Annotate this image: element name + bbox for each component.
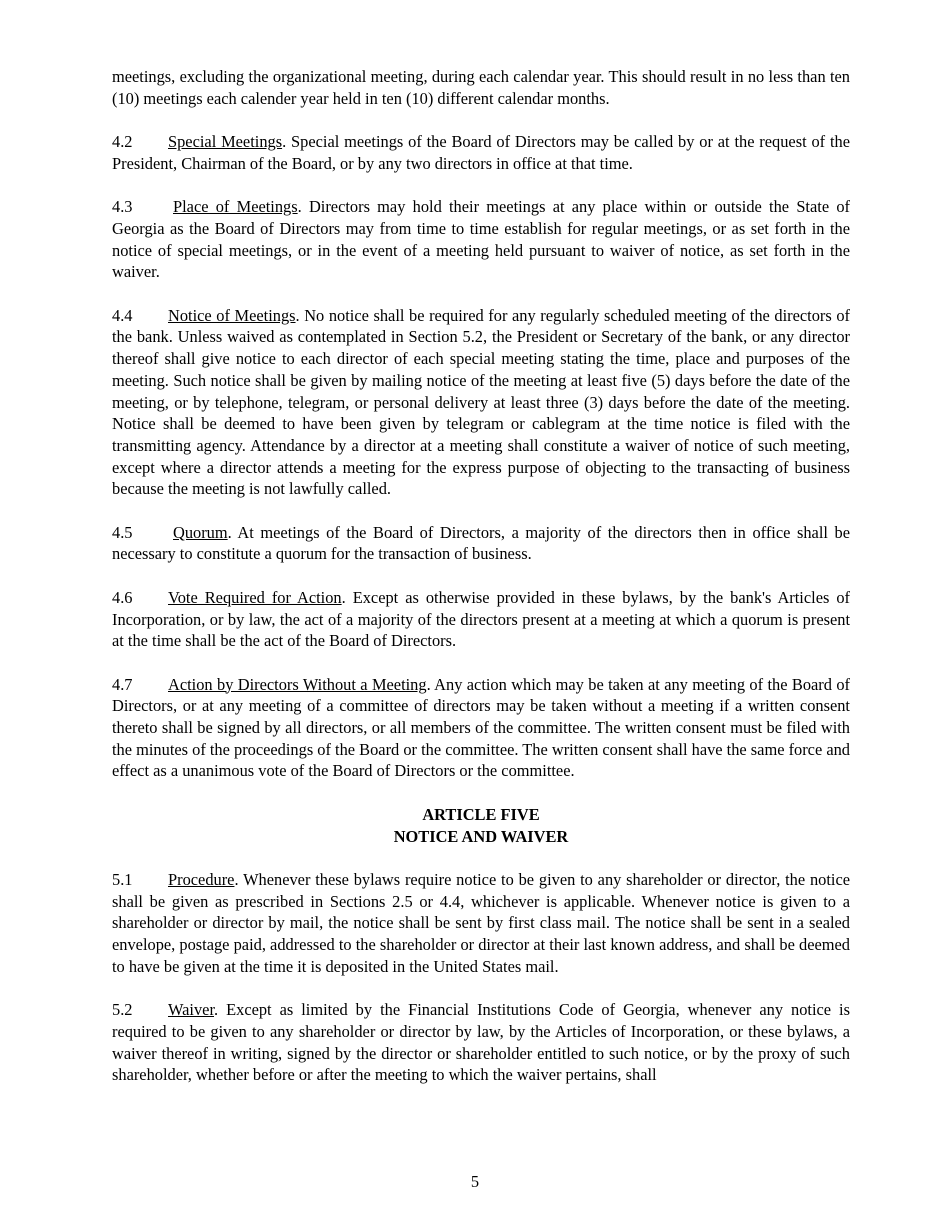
section-heading: Vote Required for Action xyxy=(168,587,342,607)
article-title: ARTICLE FIVE xyxy=(422,804,540,824)
section-text: . Except as limited by the Financial Institutions Code of Georgia, whenever any notice is required to be given to any shareholder or director by law, by the Articles of Incorporation, or these bylaws, a waiver thereof in writing, signed by the director or shareholder entitled to such notice, or by the proxy of such shareholder, whether before or after the meeting to which the waiver pertains, shall xyxy=(112,1000,850,1085)
section-heading: Place of Meetings xyxy=(173,197,298,217)
section-heading: Notice of Meetings xyxy=(168,305,296,325)
section-4-7 xyxy=(112,674,850,783)
section-text: . No notice shall be required for any regularly scheduled meeting of the directors of the bank. Unless waived as contemplated in Section 5.2, the President or Secretary of the bank, or any director thereof shall give notice to each director of each special meeting stating the time, place and purposes of the meeting. Such notice shall be given by mailing notice of the meeting at least five (5) days before the date of the meeting, or by telephone, telegram, or personal delivery at least three (3) days before the date of the meeting. Notice shall be deemed to have been given by telegram or cablegram at the time notice is filed with the transmitting agency. Attendance by a director at a meeting shall constitute a waiver of notice of such meeting, except where a director attends a meeting for the express purpose of objecting to the transacting of business because the meeting is not lawfully called. xyxy=(112,305,850,499)
section-number: 4.6 xyxy=(112,587,133,607)
section-number: 4.4 xyxy=(112,305,133,325)
article-subtitle: NOTICE AND WAIVER xyxy=(393,826,569,846)
section-4-6 xyxy=(112,587,850,652)
document-page xyxy=(112,66,850,1108)
section-number: 4.7 xyxy=(112,674,133,694)
section-4-4 xyxy=(112,305,850,500)
section-5-2 xyxy=(112,999,850,1086)
section-4-2 xyxy=(112,131,850,174)
section-heading: Action by Directors Without a Meeting xyxy=(168,674,427,694)
page-number: 5 xyxy=(470,1172,480,1191)
section-4-5 xyxy=(112,522,850,565)
section-text: . Directors may hold their meetings at any place within or outside the State of Georgia as the Board of Directors may from time to time establish for regular meetings, or as set forth in the notice of special meetings, or in the event of a meeting held pursuant to waiver of notice, as set forth in the waiver. xyxy=(112,197,850,282)
section-number: 4.2 xyxy=(112,132,133,152)
section-text: . Whenever these bylaws require notice to be given to any shareholder or director, the notice shall be given as prescribed in Sections 2.5 or 4.4, whichever is applicable. Whenever notice is given to a shareholder or director by mail, the notice shall be sent by first class mail. The notice shall be sent in a sealed envelope, postage paid, addressed to the shareholder or director at their last known address, and shall be deemed to have be given at the time it is deposited in the United States mail. xyxy=(112,869,850,976)
section-heading: Procedure xyxy=(168,869,235,889)
section-text: . Except as otherwise provided in these bylaws, by the bank's Articles of Incorporation, or by law, the act of a majority of the directors present at a meeting at which a quorum is present at the time shall be the act of the Board of Directors. xyxy=(112,587,850,651)
section-text: . At meetings of the Board of Directors, a majority of the directors then in office shall be necessary to constitute a quorum for the transaction of business. xyxy=(112,522,850,564)
section-heading: Waiver xyxy=(168,1000,215,1020)
section-number: 5.1 xyxy=(112,869,133,889)
section-number: 4.3 xyxy=(112,197,133,217)
section-text: . Special meetings of the Board of Directors may be called by or at the request of the President, Chairman of the Board, or by any two directors in office at that time. xyxy=(112,132,850,173)
section-heading: Quorum xyxy=(173,522,228,542)
section-4-3 xyxy=(112,196,850,283)
section-number: 5.2 xyxy=(112,1000,133,1020)
section-5-1 xyxy=(112,869,850,978)
section-heading: Special Meetings xyxy=(168,132,283,152)
intro-paragraph: meetings, excluding the organizational meeting, during each calendar year. This should result in no less than ten (10) meetings each calender year held in ten (10) different calendar months. xyxy=(112,67,850,108)
section-number: 4.5 xyxy=(112,522,133,542)
section-text: . Any action which may be taken at any meeting of the Board of Directors, or at any meeting of a committee of directors may be taken without a meeting if a written consent thereto shall be signed by all directors, or all members of the committee. The written consent must be filed with the minutes of the proceedings of the Board or the committee. The written consent shall have the same force and effect as a unanimous vote of the Board of Directors or the committee. xyxy=(112,674,850,781)
article-heading xyxy=(112,804,850,847)
